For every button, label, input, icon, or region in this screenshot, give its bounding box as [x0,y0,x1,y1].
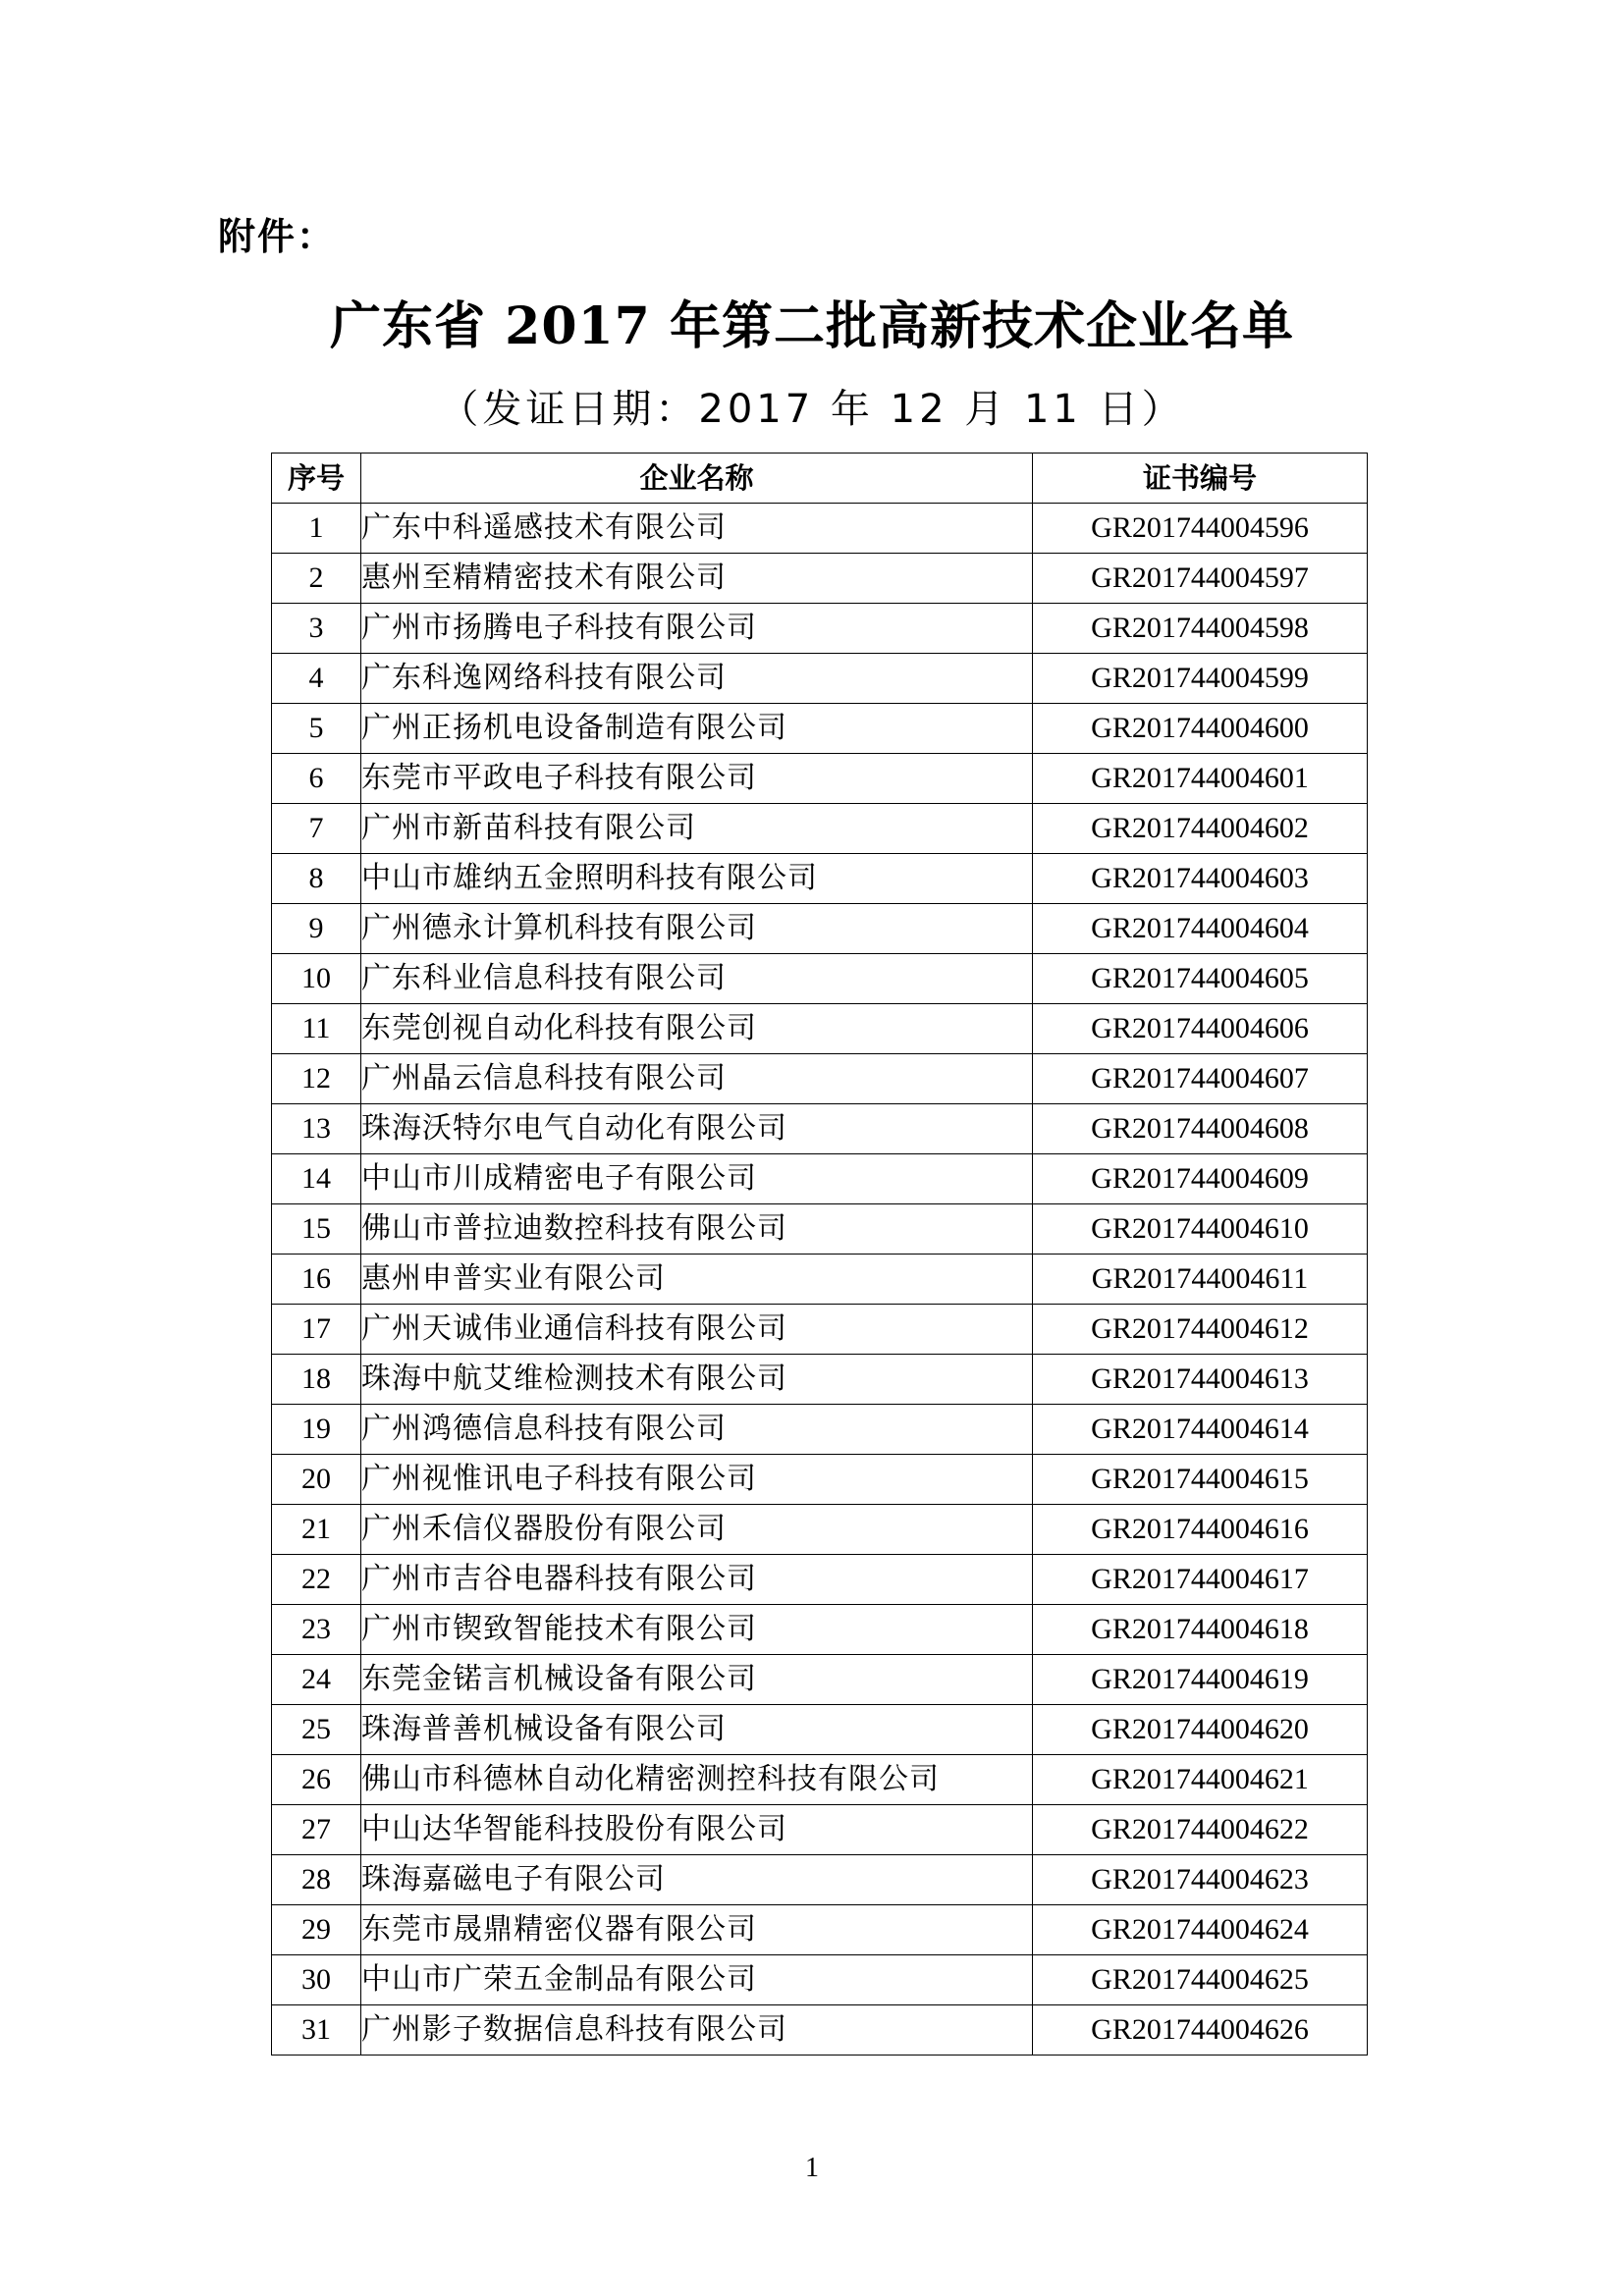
row-index: 29 [272,1905,361,1955]
row-index: 11 [272,1004,361,1054]
table-row [272,1255,1368,1305]
certificate-number: GR201744004596 [1033,504,1368,554]
table-row [272,754,1368,804]
row-index: 20 [272,1455,361,1505]
company-name: 广州德永计算机科技有限公司 [361,904,1033,954]
table-row [272,904,1368,954]
company-list-table [271,453,1368,2056]
row-index: 1 [272,504,361,554]
company-name: 佛山市普拉迪数控科技有限公司 [361,1204,1033,1255]
company-name: 中山达华智能科技股份有限公司 [361,1805,1033,1855]
company-name: 广州天诚伟业通信科技有限公司 [361,1305,1033,1355]
row-index: 26 [272,1755,361,1805]
table-row [272,1705,1368,1755]
company-name: 珠海中航艾维检测技术有限公司 [361,1355,1033,1405]
table-row [272,1605,1368,1655]
certificate-number: GR201744004622 [1033,1805,1368,1855]
company-name: 广州市新苗科技有限公司 [361,804,1033,854]
attachment-label: 附件： [218,215,337,258]
table-row [272,1755,1368,1805]
document-title: 广东省 2017 年第二批高新技术企业名单 [330,296,1294,356]
row-index: 17 [272,1305,361,1355]
table-row [272,554,1368,604]
table-row [272,1505,1368,1555]
table-row [272,854,1368,904]
row-index: 10 [272,954,361,1004]
certificate-number: GR201744004620 [1033,1705,1368,1755]
company-name: 广州正扬机电设备制造有限公司 [361,704,1033,754]
table-row [272,1054,1368,1104]
certificate-number: GR201744004599 [1033,654,1368,704]
row-index: 22 [272,1555,361,1605]
header-certificate-number: 证书编号 [1033,454,1368,504]
table-row [272,1154,1368,1204]
company-name: 中山市川成精密电子有限公司 [361,1154,1033,1204]
company-name: 广州鸿德信息科技有限公司 [361,1405,1033,1455]
issue-date-subtitle: （发证日期：2017 年 12 月 11 日） [439,387,1185,432]
company-name: 东莞市平政电子科技有限公司 [361,754,1033,804]
company-name: 中山市广荣五金制品有限公司 [361,1955,1033,2005]
table-row [272,1405,1368,1455]
row-index: 24 [272,1655,361,1705]
company-name: 惠州申普实业有限公司 [361,1255,1033,1305]
company-name: 珠海普善机械设备有限公司 [361,1705,1033,1755]
row-index: 31 [272,2005,361,2056]
certificate-number: GR201744004613 [1033,1355,1368,1405]
certificate-number: GR201744004623 [1033,1855,1368,1905]
table-row [272,1555,1368,1605]
table-row [272,1955,1368,2005]
certificate-number: GR201744004604 [1033,904,1368,954]
company-name: 广州视惟讯电子科技有限公司 [361,1455,1033,1505]
table-row [272,1004,1368,1054]
company-name: 珠海沃特尔电气自动化有限公司 [361,1104,1033,1154]
row-index: 2 [272,554,361,604]
company-name: 广州市锲致智能技术有限公司 [361,1605,1033,1655]
company-name: 东莞金锘言机械设备有限公司 [361,1655,1033,1705]
row-index: 21 [272,1505,361,1555]
header-index: 序号 [272,454,361,504]
table-body [272,504,1368,2056]
row-index: 9 [272,904,361,954]
company-name: 东莞创视自动化科技有限公司 [361,1004,1033,1054]
certificate-number: GR201744004602 [1033,804,1368,854]
table-row [272,1655,1368,1705]
row-index: 3 [272,604,361,654]
table-row [272,2005,1368,2056]
row-index: 14 [272,1154,361,1204]
certificate-number: GR201744004611 [1033,1255,1368,1305]
certificate-number: GR201744004609 [1033,1154,1368,1204]
row-index: 8 [272,854,361,904]
row-index: 4 [272,654,361,704]
row-index: 27 [272,1805,361,1855]
table-row [272,804,1368,854]
company-name: 东莞市晟鼎精密仪器有限公司 [361,1905,1033,1955]
certificate-number: GR201744004603 [1033,854,1368,904]
row-index: 23 [272,1605,361,1655]
row-index: 19 [272,1405,361,1455]
company-name: 广州晶云信息科技有限公司 [361,1054,1033,1104]
certificate-number: GR201744004615 [1033,1455,1368,1505]
table-row [272,1305,1368,1355]
certificate-number: GR201744004598 [1033,604,1368,654]
certificate-number: GR201744004608 [1033,1104,1368,1154]
table-row [272,1905,1368,1955]
table-row [272,1455,1368,1505]
table-row [272,1355,1368,1405]
certificate-number: GR201744004619 [1033,1655,1368,1705]
table-row [272,954,1368,1004]
company-name: 广州市扬腾电子科技有限公司 [361,604,1033,654]
certificate-number: GR201744004600 [1033,704,1368,754]
row-index: 16 [272,1255,361,1305]
page-number: 1 [805,2153,819,2183]
header-company-name: 企业名称 [361,454,1033,504]
table-row [272,654,1368,704]
table-row [272,704,1368,754]
table-header-row [272,454,1368,504]
certificate-number: GR201744004624 [1033,1905,1368,1955]
certificate-number: GR201744004621 [1033,1755,1368,1805]
row-index: 5 [272,704,361,754]
row-index: 7 [272,804,361,854]
certificate-number: GR201744004597 [1033,554,1368,604]
company-name: 广州影子数据信息科技有限公司 [361,2005,1033,2056]
table-row [272,604,1368,654]
company-name: 中山市雄纳五金照明科技有限公司 [361,854,1033,904]
row-index: 25 [272,1705,361,1755]
certificate-number: GR201744004605 [1033,954,1368,1004]
table-row [272,504,1368,554]
certificate-number: GR201744004625 [1033,1955,1368,2005]
certificate-number: GR201744004606 [1033,1004,1368,1054]
row-index: 18 [272,1355,361,1405]
certificate-number: GR201744004616 [1033,1505,1368,1555]
table-row [272,1805,1368,1855]
certificate-number: GR201744004614 [1033,1405,1368,1455]
row-index: 15 [272,1204,361,1255]
company-name: 广州市吉谷电器科技有限公司 [361,1555,1033,1605]
company-name: 惠州至精精密技术有限公司 [361,554,1033,604]
certificate-number: GR201744004607 [1033,1054,1368,1104]
row-index: 30 [272,1955,361,2005]
company-name: 广州禾信仪器股份有限公司 [361,1505,1033,1555]
certificate-number: GR201744004601 [1033,754,1368,804]
certificate-number: GR201744004626 [1033,2005,1368,2056]
company-name: 珠海嘉磁电子有限公司 [361,1855,1033,1905]
row-index: 6 [272,754,361,804]
row-index: 12 [272,1054,361,1104]
company-name: 广东科逸网络科技有限公司 [361,654,1033,704]
table-row [272,1104,1368,1154]
certificate-number: GR201744004610 [1033,1204,1368,1255]
certificate-number: GR201744004612 [1033,1305,1368,1355]
table-row [272,1204,1368,1255]
row-index: 28 [272,1855,361,1905]
company-name: 佛山市科德林自动化精密测控科技有限公司 [361,1755,1033,1805]
company-name: 广东科业信息科技有限公司 [361,954,1033,1004]
table-row [272,1855,1368,1905]
company-name: 广东中科遥感技术有限公司 [361,504,1033,554]
certificate-number: GR201744004618 [1033,1605,1368,1655]
row-index: 13 [272,1104,361,1154]
certificate-number: GR201744004617 [1033,1555,1368,1605]
